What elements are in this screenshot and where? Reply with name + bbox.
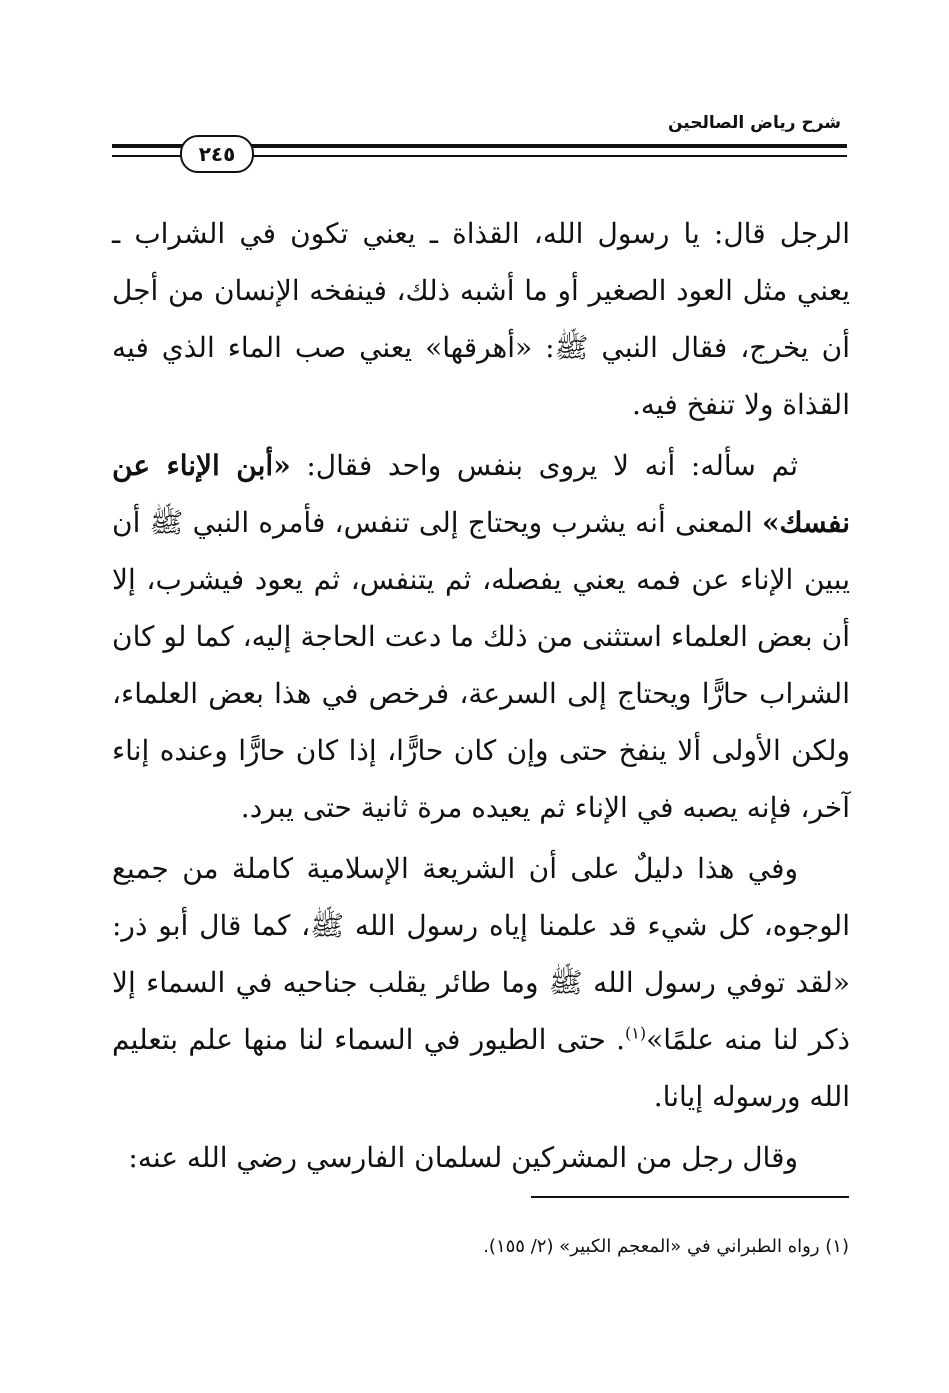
- page-number-badge: ٢٤٥: [180, 135, 254, 173]
- footnote-separator: [531, 1196, 849, 1198]
- paragraph-4: وقال رجل من المشركين لسلمان الفارسي رضي الله عنه:: [128, 1141, 798, 1174]
- paragraph-3-text: وفي هذا دليلٌ على أن الشريعة الإسلامية كاملة من جميع الوجوه، كل شيء قد علمنا إياه رسول الله ﷺ، كما قال أبو ذر: «لقد توفي رسول الله ﷺ وما طائر يقلب جناحيه في السماء إلا ذكر لنا منه علمًا»: [112, 852, 851, 1056]
- paragraph-1: الرجل قال: يا رسول الله، القذاة ـ يعني تكون في الشراب ـ يعني مثل العود الصغير أو ما أشبه ذلك، فينفخه الإنسان من أجل أن يخرج، فقال النبي ﷺ: «أهرقها» يعني صب الماء الذي فيه القذاة ولا تنفخ فيه.: [112, 217, 851, 421]
- paragraph-2-rest: المعنى أنه يشرب ويحتاج إلى تنفس، فأمره النبي ﷺ أن يبين الإناء عن فمه يعني يفصله، ثم يتنفس، ثم يعود فيشرب، إلا أن بعض العلماء استثنى من ذلك ما دعت الحاجة إليه، كما لو كان الشراب حارًّا ويحتاج إلى السرعة، فرخص في هذا بعض العلماء، ولكن الأولى ألا ينفخ حتى وإن كان حارًّا، إذا كان حارًّا وعنده إناء آخر، فإنه يصبه في الإناء ثم يعيده مرة ثانية حتى يبرد.: [112, 506, 851, 824]
- paragraph-2-intro: ثم سأله: أنه لا يروى بنفس واحد فقال:: [290, 449, 798, 482]
- footnote-reference[interactable]: (١): [625, 1023, 647, 1043]
- running-header-title: شرح رياض الصالحين: [667, 113, 841, 133]
- paragraph-3-tail: . حتى الطيور في السماء لنا منها علم بتعليم الله ورسوله إيانا.: [112, 1023, 850, 1113]
- paragraph-3: [112, 840, 850, 1125]
- footnote-1: (١) رواه الطبراني في «المعجم الكبير» (٢/ ١٥٥).: [483, 1236, 849, 1257]
- hadith-quote: «أبن الإناء عن نفسك»: [112, 449, 850, 539]
- paragraph-2: [112, 437, 850, 836]
- body-text: [112, 205, 850, 1186]
